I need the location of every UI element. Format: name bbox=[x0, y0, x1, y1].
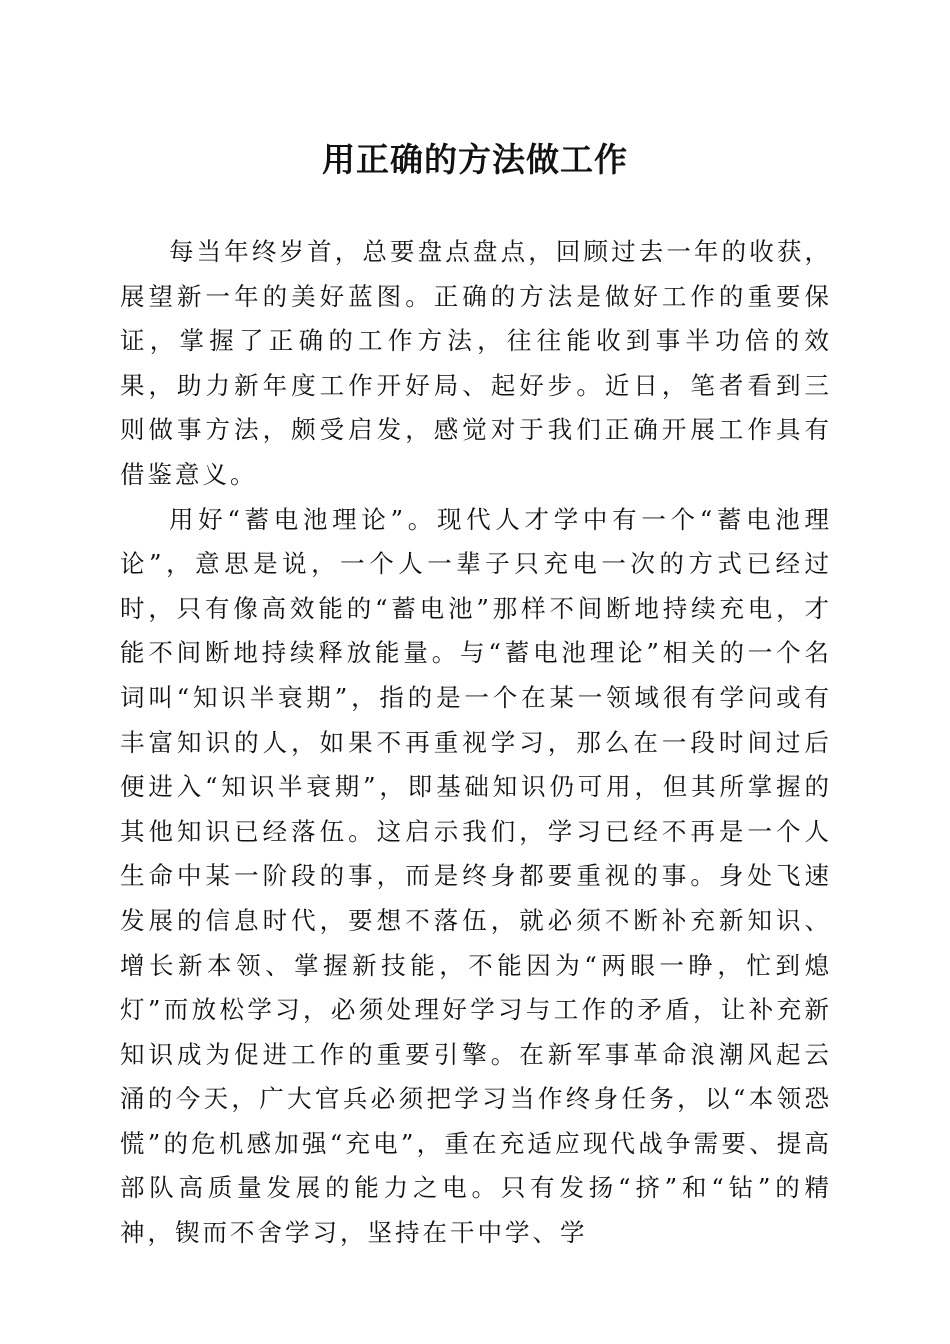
document-title: 用正确的方法做工作 bbox=[322, 140, 628, 179]
paragraph-intro: 每当年终岁首，总要盘点盘点，回顾过去一年的收获，展望新一年的美好蓝图。正确的方法是做好工作的重要保证，掌握了正确的工作方法，往往能收到事半功倍的效果，助力新年度工作开好局、起好步。近日，笔者看到三则做事方法，颇受启发，感觉对于我们正确开展工作具有借鉴意义。 bbox=[120, 237, 832, 489]
paragraph-battery-theory: 用好“蓄电池理论”。现代人才学中有一个“蓄电池理论”，意思是说，一个人一辈子只充电一次的方式已经过时，只有像高效能的“蓄电池”那样不间断地持续充电，才能不间断地持续释放能量。与“蓄电池理论”相关的一个名词叫“知识半衰期”，指的是一个在某一领域很有学问或有丰富知识的人，如果不再重视学习，那么在一段时间过后便进入“知识半衰期”，即基础知识仍可用，但其所掌握的其他知识已经落伍。这启示我们，学习已经不再是一个人生命中某一阶段的事，而是终身都要重视的事。身处飞速发展的信息时代，要想不落伍，就必须不断补充新知识、增长新本领、掌握新技能，不能因为“两眼一睁，忙到熄灯”而放松学习，必须处理好学习与工作的矛盾，让补充新知识成为促进工作的重要引擎。在新军事革命浪潮风起云涌的今天，广大官兵必须把学习当作终身任务，以“本领恐慌”的危机感加强“充电”，重在充适应现代战争需要、提高部队高质量发展的能力之电。只有发扬“挤”和“钻”的精神，锲而不舍学习，坚持在干中学、学 bbox=[120, 504, 832, 1248]
document-body bbox=[120, 230, 832, 1256]
